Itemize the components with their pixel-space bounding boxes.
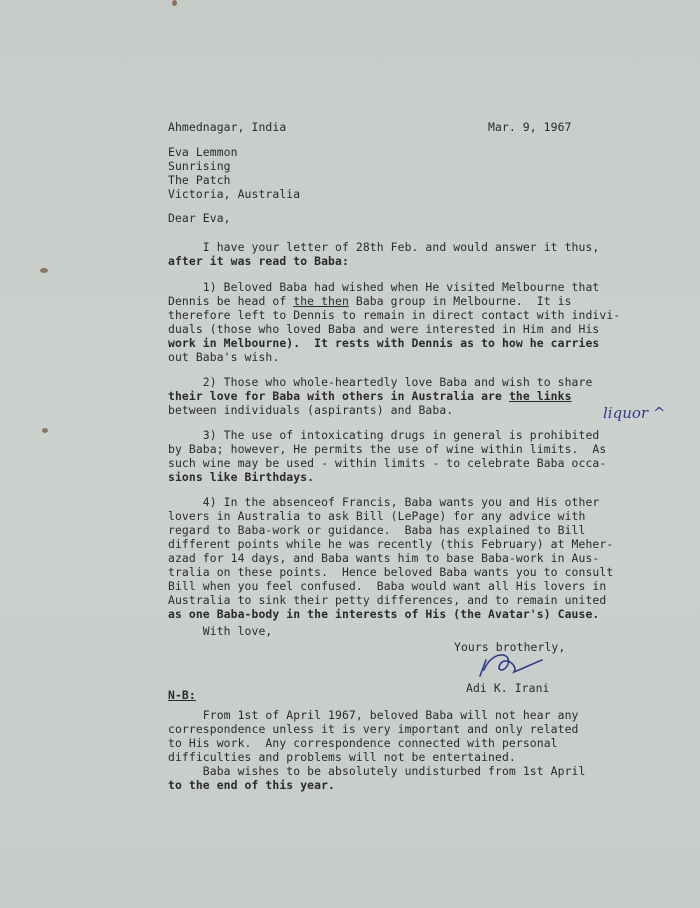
paper-stain: [40, 268, 48, 273]
paragraph-1-line: duals (those who loved Baba and were interested in Him and His: [168, 322, 600, 336]
paragraph-2-line: between individuals (aspirants) and Baba.: [168, 403, 454, 417]
paragraph-4-line: as one Baba-body in the interests of His (the Avatar's) Cause.: [168, 607, 600, 621]
paragraph-4-line: 4) In the absenceof Francis, Baba wants you and His other: [168, 495, 600, 509]
paragraph-4-line: lovers in Australia to ask Bill (LePage) for any advice with: [168, 509, 586, 523]
address-line: The Patch: [168, 173, 231, 187]
letter-place: Ahmednagar, India: [168, 120, 287, 134]
paragraph-4-line: regard to Baba-work or guidance. Baba has explained to Bill: [168, 523, 586, 537]
address-line: Sunrising: [168, 159, 231, 173]
paragraph-3-line: 3) The use of intoxicating drugs in general is prohibited: [168, 428, 600, 442]
paragraph-4-line: azad for 14 days, and Baba wants him to base Baba-work in Aus-: [168, 551, 600, 565]
letter-date: Mar. 9, 1967: [488, 120, 572, 134]
signer-name: Adi K. Irani: [466, 681, 550, 695]
paragraph-2-line: their love for Baba with others in Australia are the links: [168, 389, 572, 403]
salutation: Dear Eva,: [168, 211, 231, 225]
intro-line: after it was read to Baba:: [168, 254, 349, 268]
paragraph-1-line: 1) Beloved Baba had wished when He visited Melbourne that: [168, 280, 600, 294]
address-line: Victoria, Australia: [168, 187, 301, 201]
closing: With love,: [168, 624, 273, 638]
nb-line: correspondence unless it is very important and only related: [168, 722, 579, 736]
paragraph-1-line: therefore left to Dennis to remain in direct contact with indivi-: [168, 308, 621, 322]
intro-line: I have your letter of 28th Feb. and would answer it thus,: [168, 240, 600, 254]
nb-line: to His work. Any correspondence connected with personal: [168, 736, 558, 750]
nb-line: difficulties and problems will not be entertained.: [168, 750, 516, 764]
signature-scribble: [472, 646, 552, 680]
paragraph-3-line: sions like Birthdays.: [168, 470, 315, 484]
paragraph-3-line: by Baba; however, He permits the use of wine within limits. As: [168, 442, 607, 456]
handwritten-annotation: liquor ^: [603, 404, 666, 422]
underlined-text: the links: [508, 389, 572, 403]
nb-line: From 1st of April 1967, beloved Baba will not hear any: [168, 708, 579, 722]
nb-line: to the end of this year.: [168, 778, 335, 792]
paragraph-4-line: tralia on these points. Hence beloved Baba wants you to consult: [168, 565, 614, 579]
paragraph-4-line: Australia to sink their petty differences, and to remain united: [168, 593, 607, 607]
underlined-text: the then: [293, 294, 349, 308]
paragraph-4-line: different points while he was recently (this February) at Meher-: [168, 537, 614, 551]
nb-label: N-B:: [168, 688, 196, 702]
paragraph-4-line: Bill when you feel confused. Baba would want all His lovers in: [168, 579, 607, 593]
paragraph-1-line: work in Melbourne). It rests with Dennis as to how he carries: [168, 336, 600, 350]
paper-stain: [42, 428, 48, 433]
sign-off: Yours brotherly,: [454, 640, 566, 654]
paper-stain: [172, 0, 177, 6]
paragraph-2-line: 2) Those who whole-heartedly love Baba and wish to share: [168, 375, 593, 389]
nb-line: Baba wishes to be absolutely undisturbed from 1st April: [168, 764, 586, 778]
paragraph-1-line: Dennis be head of the then Baba group in Melbourne. It is: [168, 294, 572, 308]
address-line: Eva Lemmon: [168, 145, 238, 159]
paragraph-3-line: such wine may be used - within limits - to celebrate Baba occa-: [168, 456, 607, 470]
paragraph-1-line: out Baba's wish.: [168, 350, 280, 364]
